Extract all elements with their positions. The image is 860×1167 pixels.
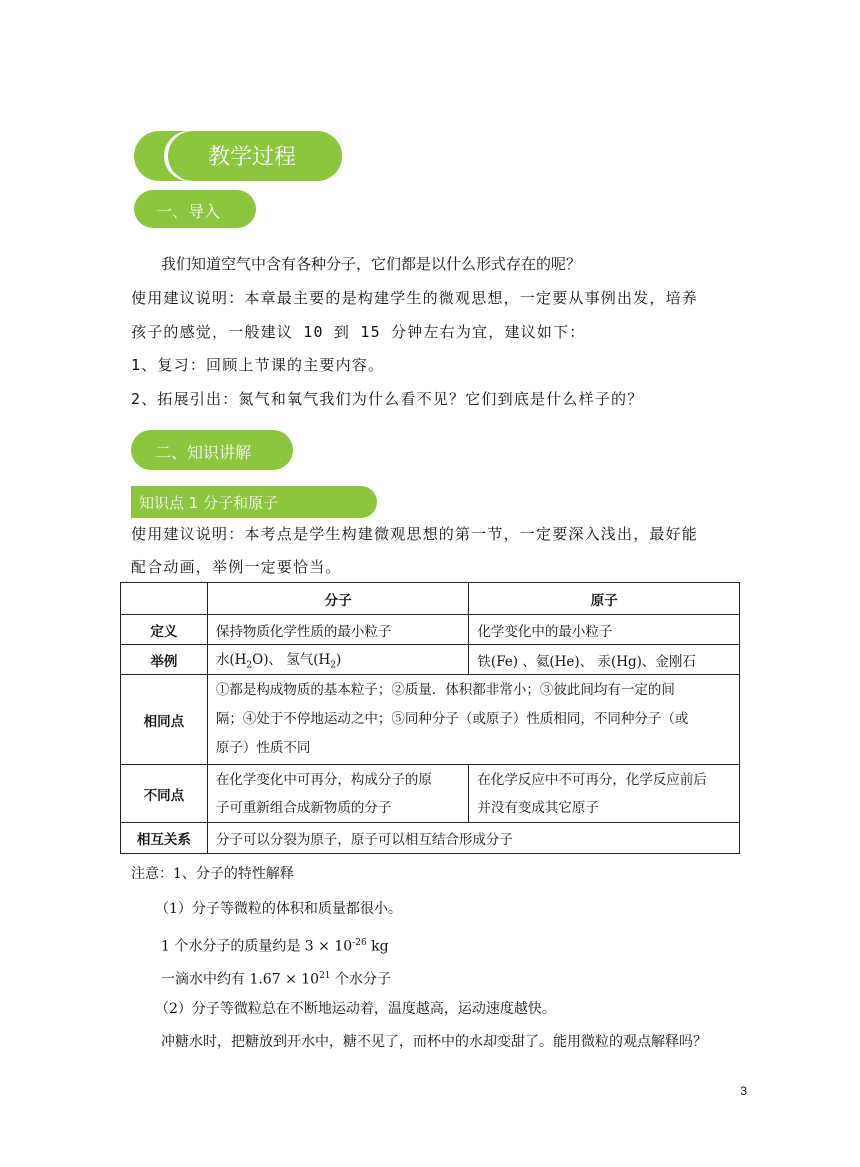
row-label-similarities: 相同点	[121, 675, 208, 765]
similarities-line2: 隔；④处于不停地运动之中；⑤同种分子（或原子）性质相同，不同种分子（或	[215, 711, 689, 727]
table-row	[121, 645, 740, 675]
differences-molecule-line1: 在化学变化中可再分，构成分子的原	[215, 771, 432, 788]
table-row	[121, 823, 740, 854]
part1-item2: 2、拓展引出：氮气和氧气我们为什么看不见？它们到底是什么样子的？	[131, 390, 644, 408]
molecule-atom-table	[120, 582, 740, 854]
section-title: 教学过程	[208, 145, 297, 170]
differences-molecule	[207, 765, 469, 823]
row-label-example: 举例	[121, 645, 208, 675]
part1-usage-line2: 孩子的感觉，一般建议 10 到 15 分钟左右为宜，建议如下：	[131, 323, 586, 341]
table-row	[121, 765, 740, 823]
page-number: 3	[740, 1084, 747, 1098]
note-2a: 冲糖水时，把糖放到开水中，糖不见了，而杯中的水却变甜了。能用微粒的观点解释吗？	[161, 1034, 707, 1050]
table-corner-cell	[121, 583, 208, 615]
part1-usage-line1: 使用建议说明：本章最主要的是构建学生的微观思想，一定要从事例出发，培养	[131, 289, 699, 307]
part2-heading: 二、知识讲解	[155, 443, 252, 462]
header-molecule: 分子	[207, 583, 469, 615]
definition-molecule: 保持物质化学性质的最小粒子	[207, 615, 469, 645]
relation-content: 分子可以分裂为原子，原子可以相互结合形成分子	[207, 823, 739, 854]
differences-atom-line1: 在化学反应中不可再分，化学反应前后	[477, 771, 707, 788]
row-label-differences: 不同点	[121, 765, 208, 823]
knowledge-point-pill	[131, 486, 377, 518]
example-molecule: 水$(H_2O)$、 氢气$(H_2)$	[207, 645, 469, 675]
table-row	[121, 675, 740, 765]
similarities-content	[207, 675, 739, 765]
section-title-inner	[168, 131, 342, 181]
table-header-row	[121, 583, 740, 615]
notes-title: 注意：1、分子的特性解释	[131, 866, 294, 882]
part2-usage-line2: 配合动画，举例一定要恰当。	[131, 558, 342, 576]
definition-atom: 化学变化中的最小粒子	[469, 615, 740, 645]
note-1a: 1 个水分子的质量约是 $3 \times 10^{-26}$ kg	[161, 938, 389, 955]
section-title-badge	[134, 131, 342, 181]
row-label-definition: 定义	[121, 615, 208, 645]
table-row	[121, 615, 740, 645]
knowledge-point-title: 知识点 1 分子和原子	[139, 494, 279, 512]
part2-usage-line1: 使用建议说明：本考点是学生构建微观思想的第一节，一定要深入浅出，最好能	[131, 525, 699, 543]
note-1b: 一滴水中约有 $1.67 \times 10^{21}$ 个水分子	[161, 971, 391, 988]
similarities-line1: ①都是构成物质的基本粒子；②质量．体积都非常小；③彼此间均有一定的间	[215, 682, 675, 698]
header-atom: 原子	[469, 583, 740, 615]
differences-atom	[469, 765, 740, 823]
differences-molecule-line2: 子可重新组合成新物质的分子	[215, 799, 392, 816]
row-label-relation: 相互关系	[121, 823, 208, 854]
part1-intro: 我们知道空气中含有各种分子，它们都是以什么形式存在的呢？	[161, 255, 582, 273]
differences-atom-line2: 并没有变成其它原子	[477, 799, 599, 816]
part1-item1: 1、复习：回顾上节课的主要内容。	[131, 356, 385, 374]
part2-heading-pill	[131, 430, 293, 470]
note-1: （1）分子等微粒的体积和质量都很小。	[155, 901, 402, 917]
part1-heading-pill	[134, 190, 256, 228]
part1-heading: 一、导入	[156, 202, 221, 221]
example-atom: 铁(Fe) 、氦(He)、 汞(Hg)、金刚石	[469, 645, 740, 675]
note-2: （2）分子等微粒总在不断地运动着，温度越高，运动速度越快。	[155, 1001, 556, 1017]
similarities-line3: 原子）性质不同	[215, 740, 311, 756]
